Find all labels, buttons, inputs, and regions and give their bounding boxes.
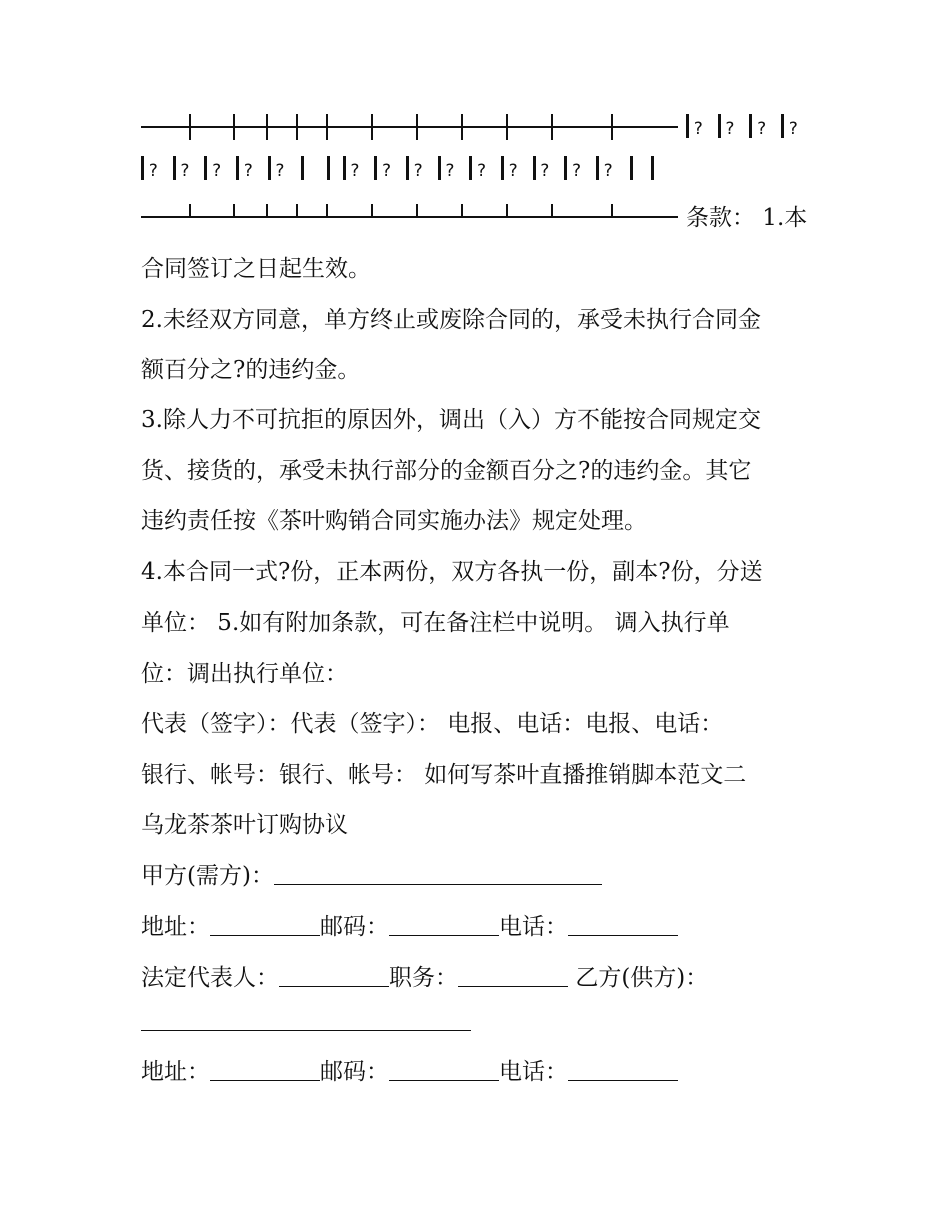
rule-tick [416, 204, 418, 217]
mark-box [501, 154, 520, 186]
address-label-2: 地址： [141, 1059, 210, 1085]
mark-char: ? [693, 119, 704, 139]
rule-tick [266, 204, 268, 217]
rule-tick [326, 204, 328, 217]
mark-box [438, 154, 457, 186]
rule-tick [551, 204, 553, 217]
rule-tick [189, 114, 191, 140]
mark-char: ? [507, 161, 519, 181]
mark-char: ? [349, 161, 360, 181]
phone-blank[interactable] [568, 913, 678, 936]
party-a-row [141, 856, 821, 896]
rule-tick [551, 114, 553, 140]
rule-tick [416, 114, 418, 140]
postcode-label: 邮码： [320, 914, 389, 940]
mark-box [236, 154, 255, 186]
address-blank[interactable] [210, 913, 320, 936]
mark-box [749, 112, 768, 144]
top-right-marks [686, 112, 800, 144]
mark-bar [301, 156, 304, 180]
rule-tick [611, 114, 613, 140]
rule-tick [326, 114, 328, 140]
mark-box [204, 154, 223, 186]
mark-char: ? [602, 161, 614, 181]
mark-box [686, 112, 705, 144]
rule-tick [461, 204, 463, 217]
mark-char: ? [148, 161, 159, 181]
mark-box [343, 154, 362, 186]
mark-char: ? [571, 161, 582, 181]
mark-box [469, 154, 488, 186]
paragraph-line: 2.未经双方同意，单方终止或废除合同的，承受未执行合同金 [141, 307, 761, 333]
mark-bar [651, 156, 654, 180]
mark-box [781, 112, 800, 144]
rule-tick [266, 114, 268, 140]
rule-tick [233, 204, 235, 217]
paragraph-line: 代表（签字）：代表（签字）： 电报、电话：电报、电话： [141, 711, 724, 737]
horizontal-rule [141, 216, 678, 218]
paragraph-line: 乌龙茶茶叶订购协议 [141, 812, 348, 838]
mark-char: ? [242, 161, 254, 181]
box-row [141, 154, 654, 186]
mark-char: ? [476, 161, 487, 181]
mark-char: ? [444, 161, 455, 181]
mark-char: ? [274, 161, 285, 181]
address-row-2 [141, 1052, 821, 1092]
mark-box [141, 154, 160, 186]
horizontal-rule [141, 126, 678, 128]
clause-intro: 条款： 1.本 [686, 205, 808, 231]
party-b-blank[interactable] [141, 1008, 471, 1031]
paragraph-line: 4.本合同一式?份，正本两份，双方各执一份，副本?份，分送 [141, 559, 763, 585]
paragraph-line: 违约责任按《茶叶购销合同实施办法》规定处理。 [141, 508, 647, 534]
paragraph-line: 位：调出执行单位： [141, 661, 348, 687]
mark-box [596, 154, 615, 186]
address-row [141, 907, 821, 947]
rule-tick [296, 114, 298, 140]
phone-label-2: 电话： [499, 1059, 568, 1085]
rule-tick [611, 204, 613, 217]
legal-rep-row [141, 958, 821, 998]
paragraph-line: 合同签订之日起生效。 [141, 256, 371, 282]
rule-tick [506, 114, 508, 140]
mark-char: ? [211, 161, 222, 181]
rule-tick [371, 114, 373, 140]
rule-tick [233, 114, 235, 140]
paragraph-line: 单位： 5.如有附加条款，可在备注栏中说明。 调入执行单 [141, 610, 730, 636]
party-a-blank[interactable] [274, 862, 602, 885]
phone-blank-2[interactable] [568, 1058, 678, 1081]
mark-box [718, 112, 737, 144]
paragraph-line: 额百分之?的违约金。 [141, 357, 361, 383]
mark-char: ? [179, 161, 190, 181]
mark-char: ? [539, 161, 550, 181]
mark-box [406, 154, 425, 186]
mark-char: ? [787, 119, 799, 139]
rule-tick [189, 204, 191, 217]
position-label: 职务： [389, 965, 458, 991]
mark-box [564, 154, 583, 186]
mark-bar [327, 156, 330, 180]
paragraph-line: 货、接货的，承受未执行部分的金额百分之?的违约金。其它 [141, 458, 752, 484]
paragraph-line: 3.除人力不可抗拒的原因外，调出（入）方不能按合同规定交 [141, 407, 761, 433]
party-a-label: 甲方(需方)： [141, 863, 274, 889]
mark-box [173, 154, 192, 186]
rule-tick [371, 204, 373, 217]
phone-label: 电话： [499, 914, 568, 940]
mark-char: ? [381, 161, 392, 181]
mark-char: ? [412, 161, 424, 181]
legal-rep-label: 法定代表人： [141, 965, 279, 991]
mark-box [268, 154, 287, 186]
postcode-label-2: 邮码： [320, 1059, 389, 1085]
legal-rep-blank[interactable] [279, 964, 389, 987]
postcode-blank[interactable] [389, 913, 499, 936]
rule-tick [461, 114, 463, 140]
rule-tick [296, 204, 298, 217]
party-b-label: 乙方(供方)： [575, 965, 709, 991]
address-blank-2[interactable] [210, 1058, 320, 1081]
postcode-blank-2[interactable] [389, 1058, 499, 1081]
mark-box [533, 154, 552, 186]
paragraph-line: 银行、帐号：银行、帐号： 如何写茶叶直播推销脚本范文二 [141, 762, 747, 788]
party-b-row [141, 1002, 821, 1042]
mark-bar [630, 156, 633, 180]
position-blank[interactable] [458, 964, 568, 987]
mark-box [374, 154, 393, 186]
mark-char: ? [756, 119, 767, 139]
mark-char: ? [724, 119, 735, 139]
address-label: 地址： [141, 914, 210, 940]
rule-tick [506, 204, 508, 217]
